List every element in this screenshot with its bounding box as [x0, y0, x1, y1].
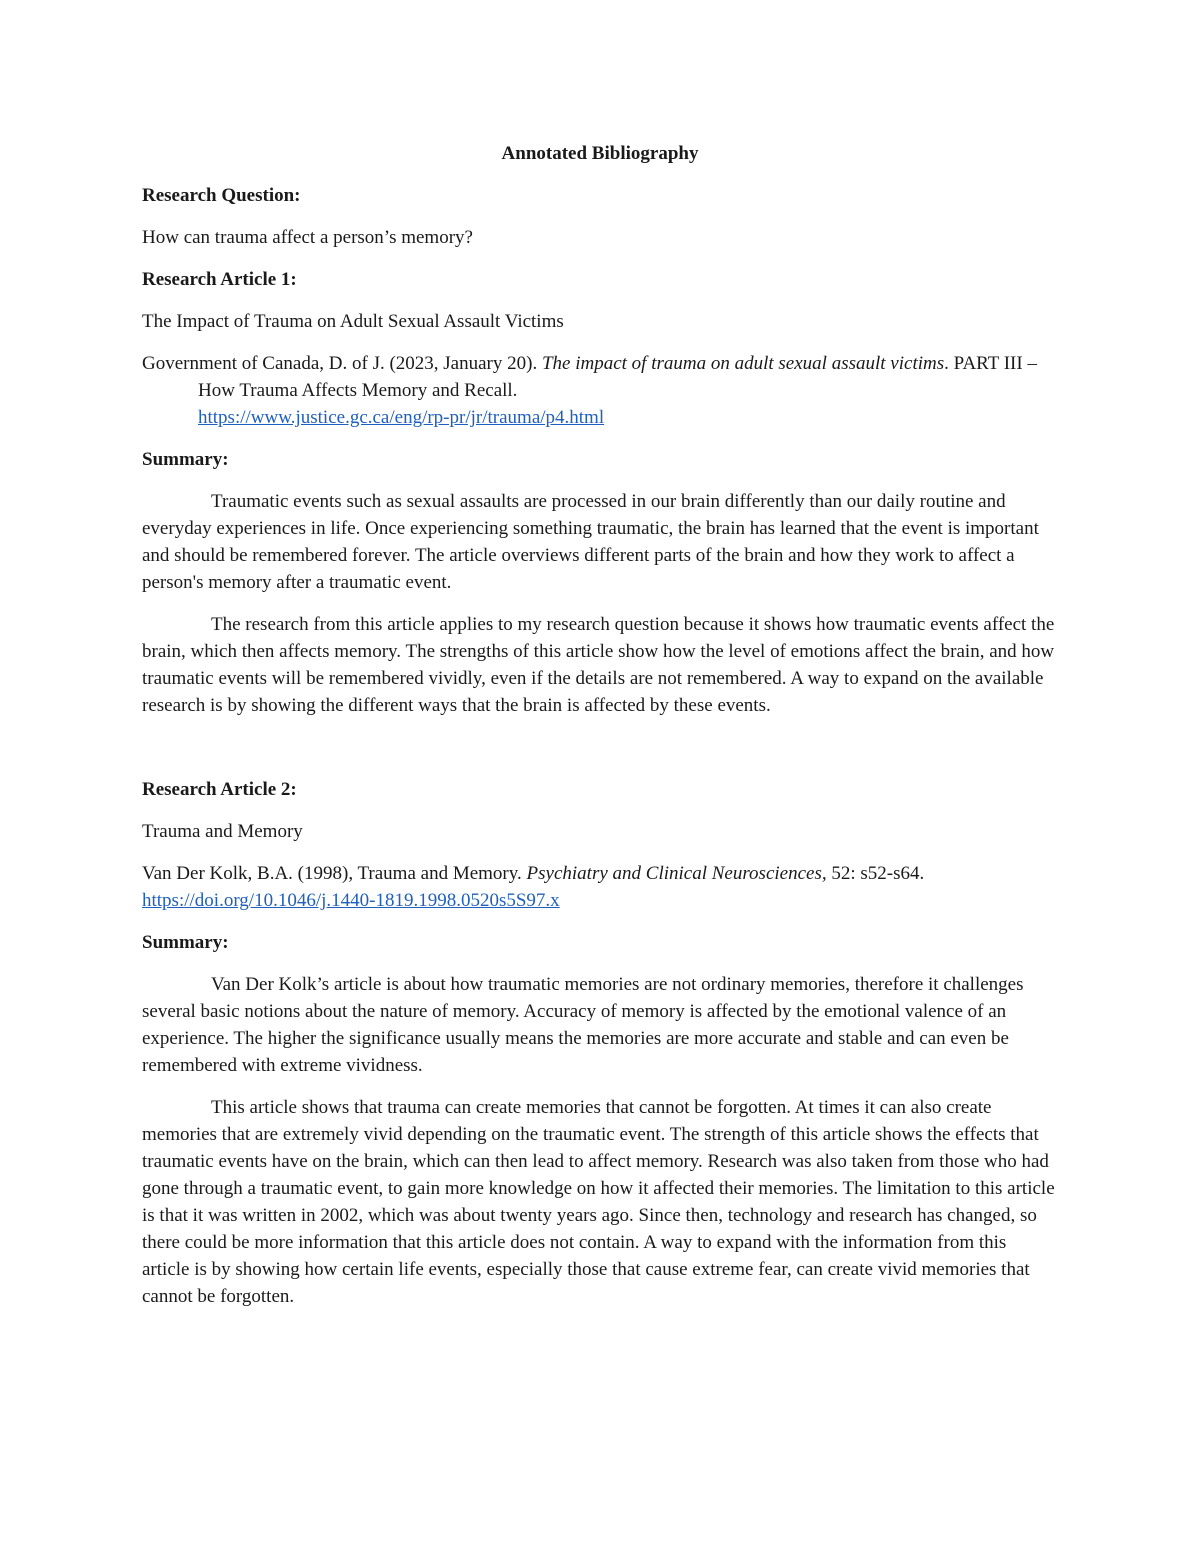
summary-paragraph: Van Der Kolk’s article is about how traumatic memories are not ordinary memories, therefore it challenges several basic notions about the nature of memory. Accuracy of memory is affected by the emotional valence of an experience. The higher the significance usually means the memories are more accurate and stable and can even be remembered with extreme vividness.: [142, 974, 1024, 1076]
citation-link[interactable]: https://doi.org/10.1046/j.1440-1819.1998.0520s5S97.x: [142, 890, 560, 911]
citation-link[interactable]: https://www.justice.gc.ca/eng/rp-pr/jr/trauma/p4.html: [198, 407, 605, 428]
citation-italic-title: The impact of trauma on adult sexual assault victims: [541, 353, 945, 374]
research-article-1: [142, 266, 1058, 719]
document-title: Annotated Bibliography: [501, 143, 699, 164]
summary-label: Summary:: [142, 932, 229, 953]
citation-details: 52: s52-s64.: [826, 863, 925, 884]
citation-authors: Government of Canada, D. of J. (2023, January 20).: [142, 353, 542, 374]
section-spacer: [142, 734, 1058, 776]
research-question-text: How can trauma affect a person’s memory?: [142, 227, 473, 248]
research-article-2: [142, 776, 1058, 1310]
summary-paragraph: Traumatic events such as sexual assaults are processed in our brain differently than our daily routine and everyday experiences in life. Once experiencing something traumatic, the brain has learned that the event is important and should be remembered forever. The article overviews different parts of the brain and how they work to affect a person's memory after a traumatic event.: [142, 491, 1039, 593]
citation-italic-title: Psychiatry and Clinical Neurosciences,: [526, 863, 827, 884]
summary-paragraph: The research from this article applies to my research question because it shows how traumatic events affect the brain, which then affects memory. The strengths of this article show how the level of emotions affect the brain, and how traumatic events will be remembered vividly, even if the details are not remembered. A way to expand on the available research is by showing the different ways that the brain is affected by these events.: [142, 614, 1055, 716]
article-label: Research Article 1:: [142, 269, 297, 290]
article-title: Trauma and Memory: [142, 821, 303, 842]
article-title: The Impact of Trauma on Adult Sexual Assault Victims: [142, 311, 564, 332]
article-citation: [142, 350, 1058, 431]
summary-label: Summary:: [142, 449, 229, 470]
citation-details: . PART III – How Trauma Affects Memory and Recall.: [198, 353, 1037, 401]
summary-paragraph: This article shows that trauma can create memories that cannot be forgotten. At times it can also create memories that are extremely vivid depending on the traumatic event. The strength of this article shows the effects that traumatic events have on the brain, which can then lead to affect memory. Research was also taken from those who had gone through a traumatic event, to gain more knowledge on how it affected their memories. The limitation to this article is that it was written in 2002, which was about twenty years ago. Since then, technology and research has changed, so there could be more information that this article does not contain. A way to expand with the information from this article is by showing how certain life events, especially those that cause extreme fear, can create vivid memories that cannot be forgotten.: [142, 1097, 1055, 1307]
article-label: Research Article 2:: [142, 779, 297, 800]
research-question-label: Research Question:: [142, 185, 301, 206]
citation-authors: Van Der Kolk, B.A. (1998), Trauma and Memory.: [142, 863, 527, 884]
article-citation: [142, 860, 1058, 914]
